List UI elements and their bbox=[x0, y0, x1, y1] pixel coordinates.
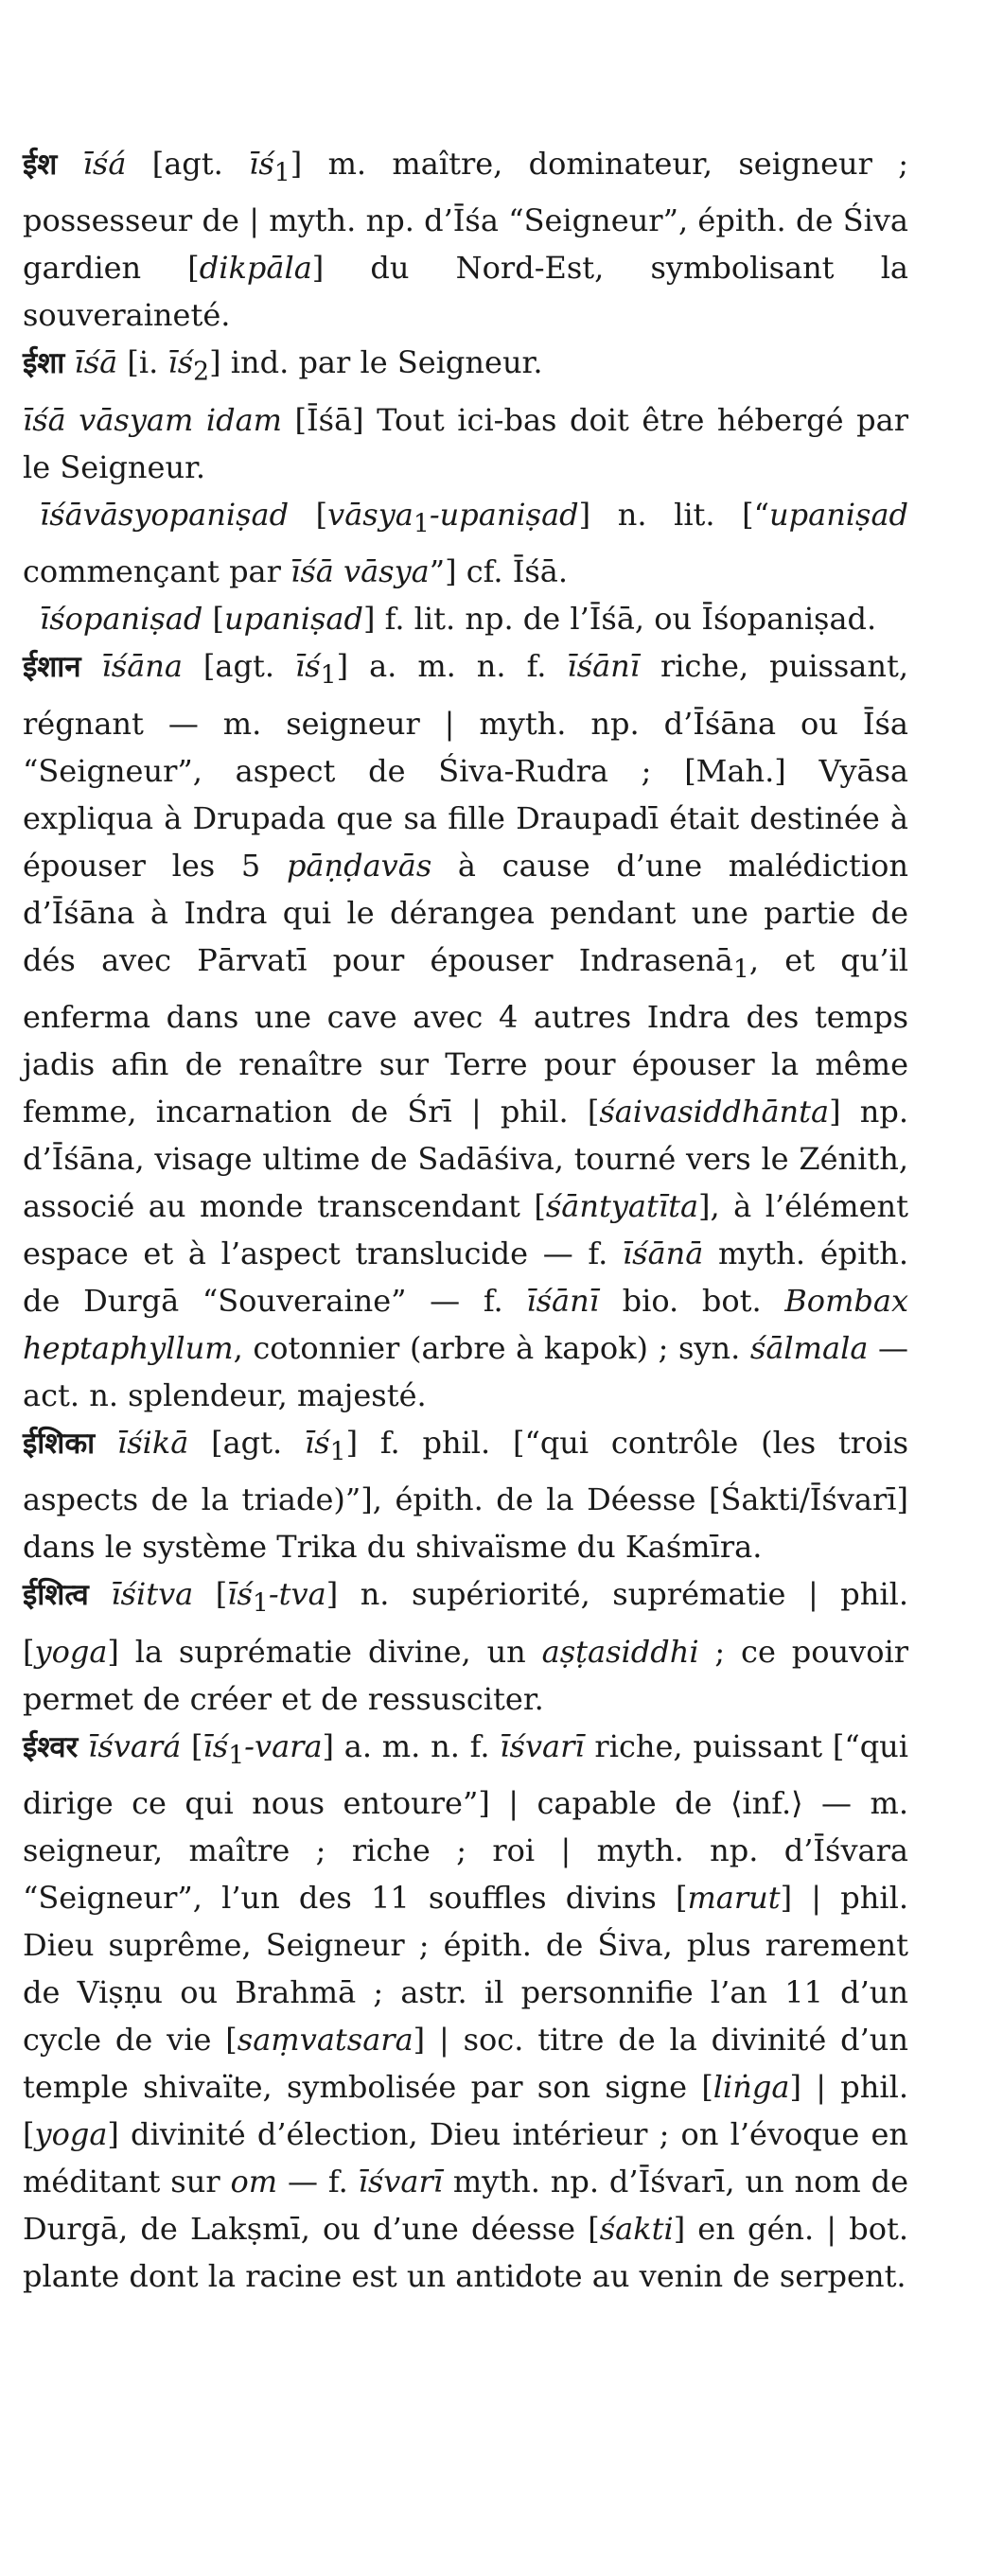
entry-text: īśá [agt. $īś_1$] m. maître, dominateur, seigneur ; possesseur de | myth. np. d’Īśa “Seigneur”, épith. de Śiva gardien [dikpāla] du Nord-Est, symbolisant la souveraineté. bbox=[23, 146, 909, 334]
entry-text: īśitva $[īś_1-tva]$ n. supériorité, suprématie | phil. [yoga] la suprématie divine, un aṣṭasiddhi ; ce pouvoir permet de créer et de ressusciter. bbox=[23, 1576, 909, 1717]
entry-text: īśopaniṣad [upaniṣad] f. lit. np. de l’Īśā, ou Īśopaniṣad. bbox=[40, 601, 877, 638]
entry-text: īśvará $[īś_1-vara]$ a. m. n. f. īśvarī riche, puissant [“qui dirige ce qui nous entoure”] | capable de ⟨inf.⟩ — m. seigneur, maître ; riche ; roi | myth. np. d’Īśvara “Seigneur”, l’un des 11 souffles divins [marut] | phil. Dieu suprême, Seigneur ; épith. de Śiva, plus rarement de Viṣṇu ou Brahmā ; astr. il personnifie l’an 11 d’un cycle de vie [saṃvatsara] | soc. titre de la divinité d’un temple shivaïte, symbolisée par son signe [liṅga] | phil. [yoga] divinité d’élection, Dieu intérieur ; on l’évoque en méditant sur om — f. īśvarī myth. np. d’Īśvarī, un nom de Durgā, de Lakṣmī, ou d’une déesse [śakti] en gén. | bot. plante dont la racine est un antidote au venin de serpent. bbox=[23, 1727, 909, 2295]
dictionary-entry bbox=[23, 1419, 908, 1570]
dictionary-entry bbox=[23, 140, 908, 339]
dictionary-entry bbox=[23, 491, 908, 595]
headword-devanagari: ईश्वर bbox=[23, 1729, 79, 1764]
headword-devanagari: ईश bbox=[23, 148, 58, 182]
dictionary-entry bbox=[23, 339, 908, 395]
entry-text: īśāvāsyopaniṣad [vāsya$_1$-upaniṣad] n. lit. [“upaniṣad commençant par īśā vāsya”] cf. Īśā. bbox=[23, 496, 909, 590]
headword-devanagari: ईशित्व bbox=[23, 1578, 89, 1613]
headword-devanagari: ईशान bbox=[23, 650, 81, 685]
headword-devanagari: ईशा bbox=[23, 346, 65, 381]
dictionary-entry bbox=[23, 1570, 908, 1722]
dictionary-page bbox=[23, 140, 908, 2300]
dictionary-entry bbox=[23, 642, 908, 1419]
dictionary-entry bbox=[23, 396, 908, 491]
entry-text: īśā vāsyam idam [Īśā] Tout ici-bas doit être hébergé par le Seigneur. bbox=[23, 401, 909, 485]
entry-text: īśā [i. $īś_2$] ind. par le Seigneur. bbox=[74, 344, 543, 387]
dictionary-entry bbox=[23, 595, 908, 642]
entry-text: īśāna [agt. $īś_1$] a. m. n. f. īśānī riche, puissant, régnant — m. seigneur | myth. np. d’Īśāna ou Īśa “Seigneur”, aspect de Śiva-Rudra ; [Mah.] Vyāsa expliqua à Drupada que sa fille Draupadī était destinée à épouser les 5 pāṇḍavās à cause d’une malédiction d’Īśāna à Indra qui le dérangea pendant une partie de dés avec Pārvatī pour épouser Indrasenā$_1$, et qu’il enferma dans une cave avec 4 autres Indra des temps jadis afin de renaître sur Terre pour épouser la même femme, incarnation de Śrī | phil. [śaivasiddhānta] np. d’Īśāna, visage ultime de Sadāśiva, tourné vers le Zénith, associé au monde transcendant [śāntyatīta], à l’élément espace et à l’aspect translucide — f. īśānā myth. épith. de Durgā “Souveraine” — f. īśānī bio. bot. Bombax heptaphyllum, cotonnier (arbre à kapok) ; syn. śālmala — act. n. splendeur, majesté. bbox=[23, 648, 909, 1413]
headword-devanagari: ईशिका bbox=[23, 1426, 96, 1461]
dictionary-entry bbox=[23, 1723, 908, 2300]
entry-text: īśikā [agt. $īś_1$] f. phil. [“qui contrôle (les trois aspects de la triade)”], épith. de la Déesse [Śakti/Īśvarī] dans le système Trika du shivaïsme du Kaśmīra. bbox=[23, 1424, 909, 1566]
